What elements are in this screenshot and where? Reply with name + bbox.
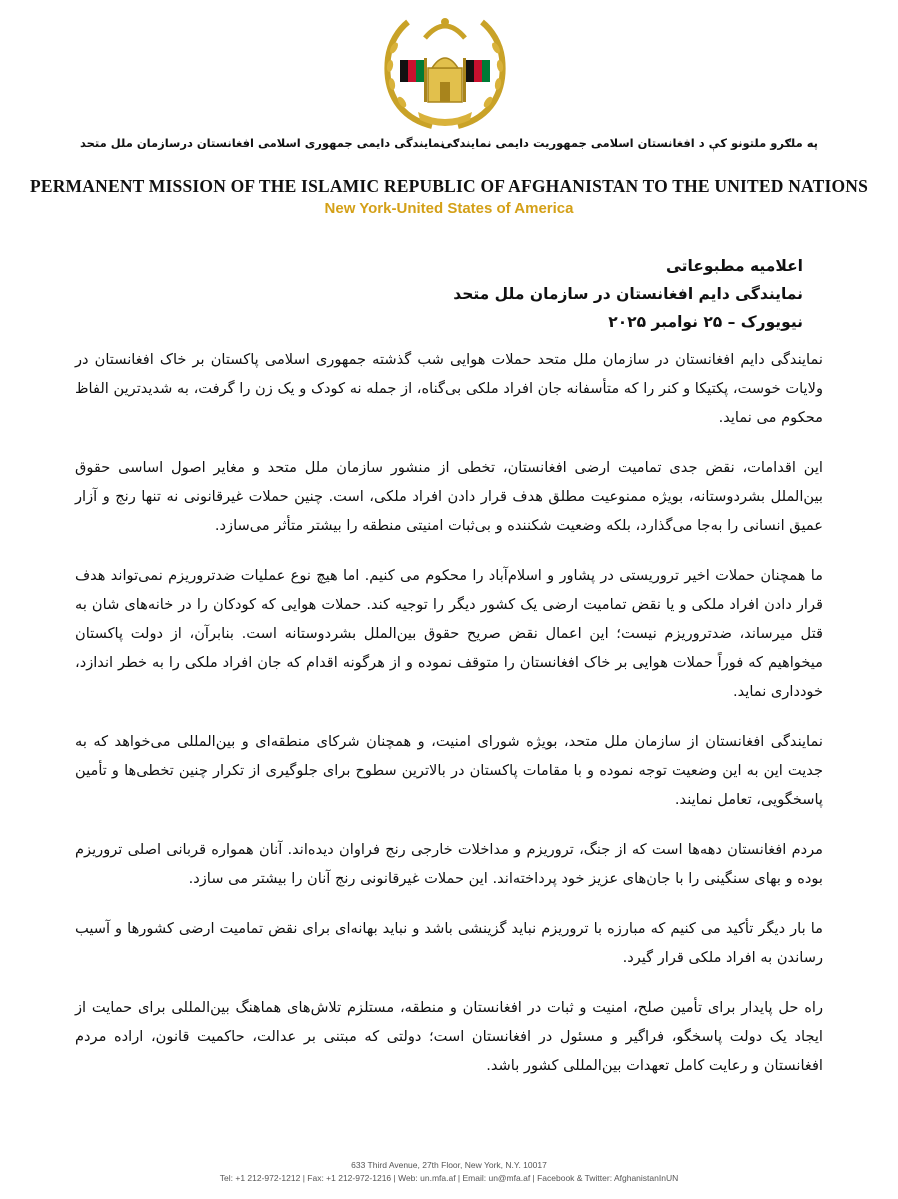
paragraph: نمایندگی دایم افغانستان در سازمان ملل متحد حملات هوایی شب گذشته جمهوری اسلامی پاکستان بر خاک افغانستان در ولایات خوست، پکتیکا و کنر را که متأسفانه جان افراد ملکی بی‌گناه، از جمله نه کودک و یک زن را گرفت، به شدیدترین الفاظ محکوم می نماید. [75,351,823,426]
header-dari: نمایندگی دایمی جمهوری اسلامی افغانستان درسازمان ملل متحد [80,136,445,150]
press-header [103,252,803,336]
footer-contact: Tel: +1 212-972-1212 | Fax: +1 212-972-1216 | Web: un.mfa.af | Email: un@mfa.af | Facebook & Twitter: AfghanistanInUN [219,1173,679,1183]
mission-title: PERMANENT MISSION OF THE ISLAMIC REPUBLIC OF AFGHANISTAN TO THE UNITED NATIONS [29,176,869,196]
paragraph: ما همچنان حملات اخیر تروریستی در پشاور و اسلام‌آباد را محکوم می کنیم. اما هیچ نوع عملیات ضدتروریزم نمی‌تواند هدف قرار دادن افراد ملکی و یا نقض تمامیت ارضی یک کشور دیگر را توجیه کند. حملات هوایی که کودکان را در خانه‌های شان به قتل میرساند، ضدتروریزم نیست؛ این اعمال نقض صریح حقوق بین‌الملل بشردوستانه است. بنابرآن، از دولت پاکستان میخواهیم که فوراً حملات هوایی بر خاک افغانستان را متوقف نموده و از هرگونه اقدام که جان افراد ملکی را به خطر اندازد، خودداری نماید. [75,567,823,700]
paragraph: نمایندگی افغانستان از سازمان ملل متحد، بویژه شورای امنیت، و همچنان شرکای منطقه‌ای و بین‌المللی می‌خواهد که به جدیت این به این وضعیت توجه نموده و با مقامات پاکستان در بالاترین سطوح برای جلوگیری از تکرار چنین تخطی‌ها و تأمین پاسخگویی، تعامل نمایند. [75,733,823,808]
paragraph: راه حل پایدار برای تأمین صلح، امنیت و ثبات در افغانستان و منطقه، مستلزم تلاش‌های هماهنگ بین‌المللی برای حمایت از ایجاد یک دولت پاسخگو، فراگیر و مسئول در افغانستان است؛ دولتی که مبتنی بر عدالت، حاکمیت قانون، اراده مردم افغانستان و رعایت کامل تعهدات بین‌المللی کشور باشد. [75,999,823,1074]
afghanistan-emblem-icon [370,8,520,133]
press-release-body [75,345,823,1101]
paragraph: مردم افغانستان دهه‌ها است که از جنگ، تروریزم و مداخلات خارجی رنج فراوان دیده‌اند. آنان همواره قربانی اصلی تروریزم بوده و بهای سنگینی را با جان‌های عزیز خود پرداخته‌اند. این حملات غیرقانونی رنج آنان را بیشتر می سازد. [75,841,823,887]
letterhead-header-row [80,136,818,156]
paragraph: ما بار دیگر تأکید می کنیم که مبارزه با تروریزم نباید گزینشی باشد و نباید بهانه‌ای برای نقض تمامیت ارضی کشورها و آسیب رساندن به افراد ملکی قرار گیرد. [75,920,823,966]
header-pashto: په ملګرو ملتونو کې د افغانستان اسلامی جمهوریت دایمی نمایندګی [441,136,818,150]
press-header-line-2: نمایندگی دایم افغانستان در سازمان ملل متحد [453,285,803,303]
paragraph: این اقدامات، نقض جدی تمامیت ارضی افغانستان، تخطی از منشور سازمان ملل متحد و مغایر اصول اساسی حقوق بین‌الملل بشردوستانه، بویژه ممنوعیت مطلق هدف قرار دادن افراد ملکی، است. چنین حملات غیرقانونی نه تنها رنج و آزار عمیق انسانی را به‌جا می‌گذارد، بلکه وضعیت شکننده و بی‌ثبات امنیتی منطقه را بیشتر متأثر می‌سازد. [75,459,823,534]
mission-subtitle: New York-United States of America [324,200,574,217]
press-header-line-1: اعلامیه مطبوعاتی [665,257,803,275]
footer-address: 633 Third Avenue, 27th Floor, New York, N.Y. 10017 [351,1160,547,1170]
press-header-line-3: نیویورک – ۲۵ نوامبر ۲۰۲۵ [608,313,803,331]
